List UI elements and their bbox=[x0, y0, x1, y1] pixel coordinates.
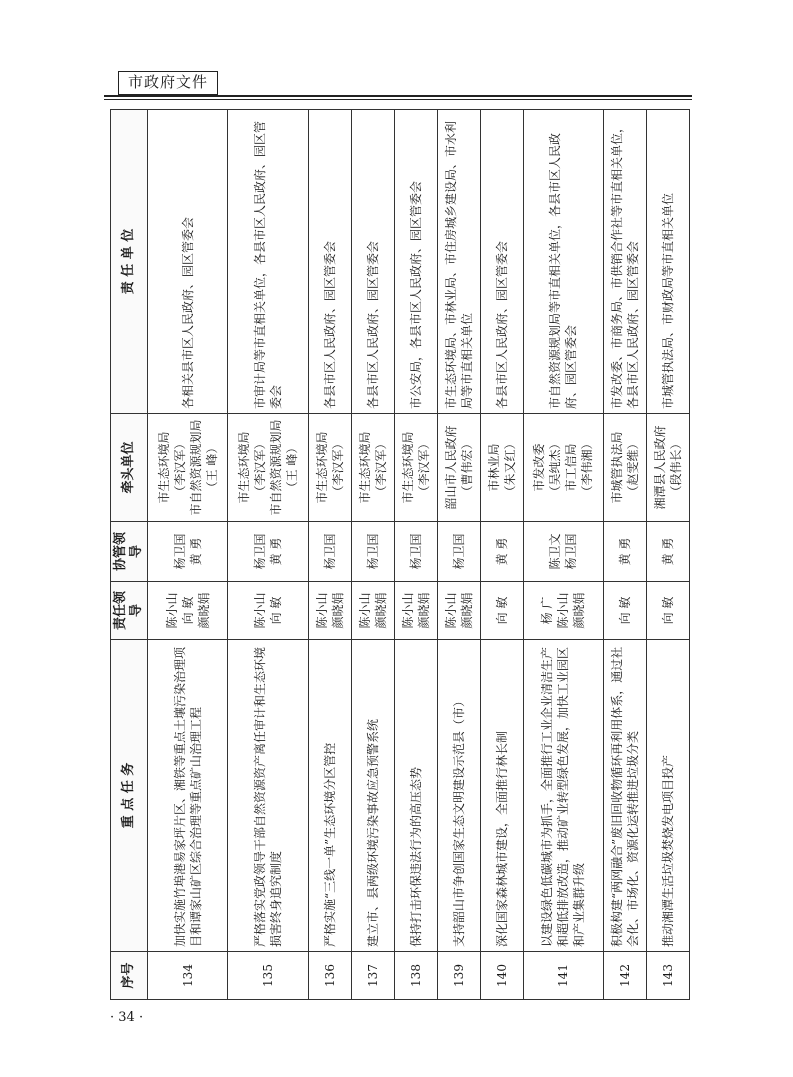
assist-names: 杨卫国 bbox=[394, 522, 437, 582]
lead-unit: 市林业局 （朱又红） bbox=[480, 414, 523, 522]
row-number: 142 bbox=[603, 952, 646, 1000]
lead-unit: 市发改委 （吴纯杰） 市工信局 （李伟湘） bbox=[523, 414, 603, 522]
responsible-units: 各县市区人民政府、园区管委会 bbox=[351, 110, 394, 414]
table-header-row bbox=[111, 110, 148, 1000]
table-row bbox=[603, 110, 646, 1000]
row-number: 139 bbox=[437, 952, 480, 1000]
row-number: 137 bbox=[351, 952, 394, 1000]
lead-names: 向 敏 bbox=[603, 582, 646, 640]
lead-unit: 市城管执法局 （赵雯维） bbox=[603, 414, 646, 522]
lead-unit: 湘潭县人民政府 （段伟长） bbox=[646, 414, 689, 522]
task-text: 保持打击环保违法行为的高压态势 bbox=[394, 640, 437, 952]
rotated-table-container bbox=[110, 110, 690, 1000]
table-row bbox=[308, 110, 351, 1000]
lead-unit: 韶山市人民政府 （曹伟宏） bbox=[437, 414, 480, 522]
row-number: 143 bbox=[646, 952, 689, 1000]
responsible-units: 各相关县市区人民政府、园区管委会 bbox=[148, 110, 228, 414]
lead-names: 陈小山 向 敏 bbox=[228, 582, 308, 640]
task-text: 严格落实党政领导干部自然资源资产离任审计和生态环境损害终身追究制度 bbox=[228, 640, 308, 952]
task-text: 积极构建“两网融合”废旧回收物循环再利用体系，通过社会化、市场化、资源化运转推进垃圾分类 bbox=[603, 640, 646, 952]
row-number: 135 bbox=[228, 952, 308, 1000]
task-text: 深化国家森林城市建设，全面推行林长制 bbox=[480, 640, 523, 952]
assist-names: 黄 勇 bbox=[646, 522, 689, 582]
assist-names: 杨卫国 bbox=[308, 522, 351, 582]
lead-names: 陈小山 颜晓娟 bbox=[394, 582, 437, 640]
task-table bbox=[110, 109, 690, 1000]
lead-names: 陈小山 向 敏 颜晓娟 bbox=[148, 582, 228, 640]
task-text: 以建设绿色低碳城市为抓手，全面推行工业企业清洁生产和超低排放改造，推动矿业转型绿色发展，加快工业园区和产业集群升级 bbox=[523, 640, 603, 952]
responsible-units: 市公安局，各县市区人民政府、园区管委会 bbox=[394, 110, 437, 414]
lead-names: 向 敏 bbox=[646, 582, 689, 640]
lead-names: 陈小山 颜晓娟 bbox=[308, 582, 351, 640]
row-number: 138 bbox=[394, 952, 437, 1000]
row-number: 140 bbox=[480, 952, 523, 1000]
lead-unit: 市生态环境局 （李汉军） 市自然资源规划局 （王 峰） bbox=[148, 414, 228, 522]
table-row bbox=[394, 110, 437, 1000]
assist-names: 陈卫文 杨卫国 bbox=[523, 522, 603, 582]
task-text: 推动湘潭生活垃圾焚烧发电项目投产 bbox=[646, 640, 689, 952]
row-number: 134 bbox=[148, 952, 228, 1000]
responsible-units: 市城管执法局、市财政局等市直相关单位 bbox=[646, 110, 689, 414]
column-header-resp: 责 任 单 位 bbox=[111, 110, 148, 414]
table-row bbox=[228, 110, 308, 1000]
responsible-units: 市发改委、市商务局、市供销合作社等市直相关单位，各县市区人民政府、园区管委会 bbox=[603, 110, 646, 414]
row-number: 136 bbox=[308, 952, 351, 1000]
assist-names: 黄 勇 bbox=[480, 522, 523, 582]
header-rule bbox=[104, 95, 692, 97]
lead-unit: 市生态环境局 （李汉军） 市自然资源规划局 （王 峰） bbox=[228, 414, 308, 522]
assist-names: 杨卫国 黄 勇 bbox=[228, 522, 308, 582]
responsible-units: 市生态环境局、市林业局、市住房城乡建设局、市水利局等市直相关单位 bbox=[437, 110, 480, 414]
lead-names: 向 敏 bbox=[480, 582, 523, 640]
task-text: 建立市、县两级环境污染事故应急预警系统 bbox=[351, 640, 394, 952]
lead-unit: 市生态环境局 （李汉军） bbox=[351, 414, 394, 522]
assist-names: 黄 勇 bbox=[603, 522, 646, 582]
document-header-label: 市政府文件 bbox=[118, 71, 218, 95]
lead-unit: 市生态环境局 （李汉军） bbox=[394, 414, 437, 522]
lead-unit: 市生态环境局 （李汉军） bbox=[308, 414, 351, 522]
responsible-units: 市自然资源规划局等市直相关单位，各县市区人民政府、园区管委会 bbox=[523, 110, 603, 414]
table-row bbox=[523, 110, 603, 1000]
assist-names: 杨卫国 bbox=[437, 522, 480, 582]
page-number: · 34 · bbox=[110, 1010, 144, 1025]
lead-names: 陈小山 颜晓娟 bbox=[437, 582, 480, 640]
header-rule-thin bbox=[104, 99, 692, 100]
column-header-assist: 协管领导 bbox=[111, 522, 148, 582]
task-text: 加快实施竹埠港易家坪片区、湘铁等重点土壤污染治理项目和谭家山矿区综合治理等重点矿山治理工程 bbox=[148, 640, 228, 952]
assist-names: 杨卫国 黄 勇 bbox=[148, 522, 228, 582]
table-row bbox=[351, 110, 394, 1000]
responsible-units: 各县市区人民政府、园区管委会 bbox=[308, 110, 351, 414]
table-row bbox=[480, 110, 523, 1000]
task-text: 严格实施“三线一单”生态环境分区管控 bbox=[308, 640, 351, 952]
column-header-unit: 牵头单位 bbox=[111, 414, 148, 522]
assist-names: 杨卫国 bbox=[351, 522, 394, 582]
task-text: 支持韶山市争创国家生态文明建设示范县（市） bbox=[437, 640, 480, 952]
responsible-units: 市审计局等市直相关单位，各县市区人民政府、园区管委会 bbox=[228, 110, 308, 414]
responsible-units: 各县市区人民政府、园区管委会 bbox=[480, 110, 523, 414]
table-row bbox=[148, 110, 228, 1000]
column-header-no: 序号 bbox=[111, 952, 148, 1000]
column-header-lead: 责任领导 bbox=[111, 582, 148, 640]
row-number: 141 bbox=[523, 952, 603, 1000]
table-row bbox=[646, 110, 689, 1000]
column-header-task: 重 点 任 务 bbox=[111, 640, 148, 952]
table-row bbox=[437, 110, 480, 1000]
lead-names: 陈小山 颜晓娟 bbox=[351, 582, 394, 640]
lead-names: 杨 广 陈小山 颜晓娟 bbox=[523, 582, 603, 640]
